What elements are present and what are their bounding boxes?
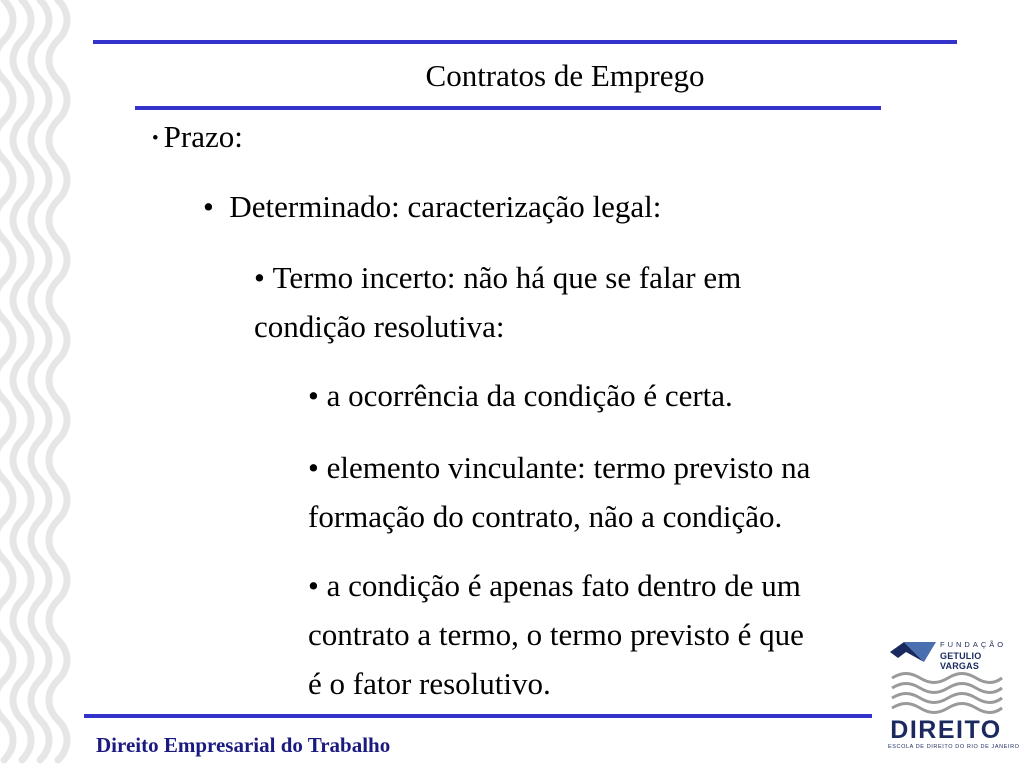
logo-waves-icon (890, 672, 1004, 716)
bullet-termo-incerto-cont: condição resolutiva: (254, 309, 505, 344)
fgv-direito-logo (884, 636, 1020, 754)
bullet-elemento-vinculante-cont: formação do contrato, não a condição. (308, 499, 783, 534)
bullet-marker: • (152, 128, 159, 149)
slide-title: Contratos de Emprego (425, 58, 705, 93)
footer-course-title: Direito Empresarial do Trabalho (96, 733, 391, 757)
bullet-text: Determinado: caracterização legal: (229, 189, 662, 224)
bullet-marker: • (308, 450, 319, 485)
bullet-text: Termo incerto: não há que se falar em (272, 260, 742, 295)
bullet-text: Prazo: (163, 119, 243, 154)
bullet-determinado (203, 186, 661, 228)
logo-direito-text: DIREITO (890, 716, 1002, 744)
title-rule-bottom (135, 106, 881, 110)
bullet-condicao-fato (308, 565, 801, 607)
bullet-elemento-vinculante (308, 447, 810, 489)
bullet-text: a condição é apenas fato dentro de um (326, 568, 801, 603)
bullet-prazo (152, 116, 243, 160)
logo-fgv-text: GETULIO VARGAS (940, 651, 982, 671)
bullet-condicao-fato-cont-2: é o fator resolutivo. (308, 666, 551, 701)
bullet-text: elemento vinculante: termo previsto na (326, 450, 811, 485)
bullet-termo-incerto (254, 257, 741, 299)
bullet-marker: • (254, 260, 265, 295)
decorative-wave-pattern (0, 0, 80, 768)
bullet-text: a ocorrência da condição é certa. (326, 378, 733, 413)
bullet-marker: • (203, 189, 214, 224)
footer-rule (84, 714, 872, 718)
bullet-marker: • (308, 568, 319, 603)
bullet-condicao-fato-cont-1: contrato a termo, o termo previsto é que (308, 617, 804, 652)
bullet-marker: • (308, 378, 319, 413)
logo-fundacao-text: FUNDAÇÃO (940, 640, 1007, 649)
title-rule-top (93, 40, 957, 44)
logo-escola-text: ESCOLA DE DIREITO DO RIO DE JANEIRO (888, 744, 1020, 750)
bullet-ocorrencia (308, 375, 733, 417)
